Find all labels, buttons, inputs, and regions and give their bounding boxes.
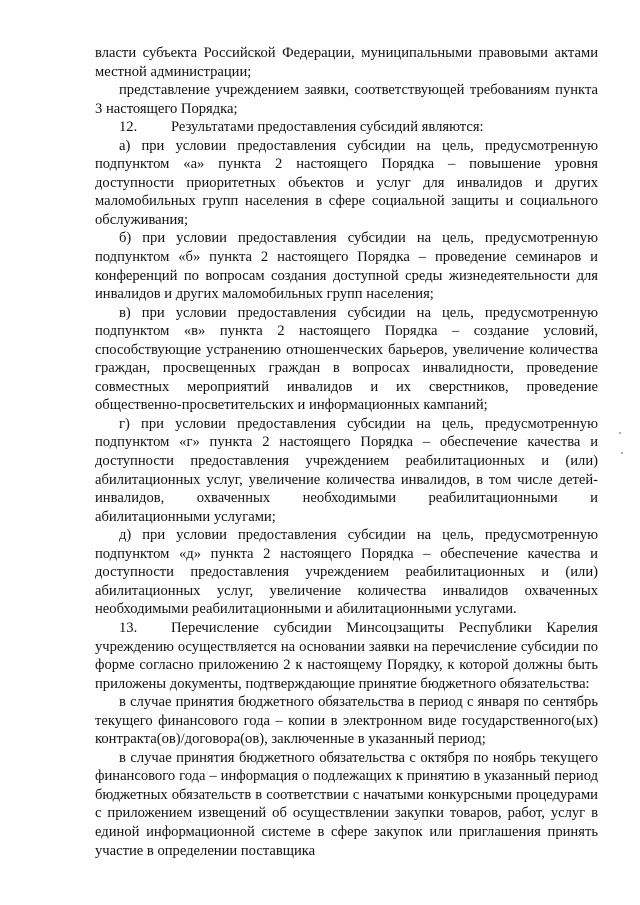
paragraph-continuation: власти субъекта Российской Федерации, муниципальными правовыми актами местной администрации; — [95, 45, 598, 80]
clause-12 — [95, 118, 598, 137]
scan-speck — [619, 432, 621, 434]
clause-13 — [95, 619, 598, 693]
document-page — [95, 44, 598, 860]
subclause-a: а) при условии предоставления субсидии на цель, предусмотренную подпунктом «а» пункта 2 настоящего Порядка – повышение уровня доступности приоритетных объектов и услуг для инвалидов и других маломобильных групп населения в сфере социальной защиты и социального обслуживания; — [95, 137, 598, 228]
clause-text: Результатами предоставления субсидий являются: — [171, 119, 484, 136]
subclause-d: д) при условии предоставления субсидии на цель, предусмотренную подпунктом «д» пункта 2 настоящего Порядка – обеспечение качества и доступности предоставления учреждением реабилитационных и (или) абилитационных услуг, увеличение количества инвалидов охваченных необходимыми реабилитационными и абилитационными услугами. — [95, 527, 598, 618]
paragraph-application-requirement: представление учреждением заявки, соответствующей требованиям пункта 3 настоящего Порядка; — [95, 82, 598, 117]
clause-number: 12. — [119, 119, 138, 136]
subclause-v: в) при условии предоставления субсидии на цель, предусмотренную подпунктом «в» пункта 2 настоящего Порядка – создание условий, способствующие устранению отношенческих барьеров, увеличение количества граждан, просвещенных граждан в вопросах инвалидности, проведение совместных мероприятий инвалидов и их сверстников, проведение общественно-просветительских и информационных кампаний; — [95, 304, 598, 414]
paragraph-oct-nov: в случае принятия бюджетного обязательства с октября по ноябрь текущего финансового года – информация о подлежащих к принятию в указанный период бюджетных обязательств в соответствии с начатыми конкурсными процедурами с приложением извещений об осуществлении закупки товаров, работ, услуг в единой информационной системе в сфере закупок или приглашения принять участие в определении поставщика — [95, 749, 598, 859]
scan-speck — [621, 452, 623, 454]
subclause-b: б) при условии предоставления субсидии на цель, предусмотренную подпунктом «б» пункта 2 настоящего Порядка – проведение семинаров и конференций по вопросам создания доступной среды жизнедеятельности для инвалидов и других маломобильных групп населения; — [95, 230, 598, 303]
paragraph-jan-sep: в случае принятия бюджетного обязательства в период с января по сентябрь текущего финансового года – копии в электронном виде государственного(ых) контракта(ов)/договора(ов), заключенные в указанный период; — [95, 694, 598, 748]
clause-number: 13. — [119, 619, 138, 636]
subclause-g: г) при условии предоставления субсидии на цель, предусмотренную подпунктом «г» пункта 2 настоящего Порядка – обеспечение качества и доступности предоставления учреждением реабилитационных и (или) абилитационных услуг, увеличение количества инвалидов, в том числе детей-инвалидов, охваченных необходимыми реабилитационными и абилитационными услугами; — [95, 415, 598, 525]
clause-text: Перечисление субсидии Минсоцзащиты Республики Карелия учреждению осуществляется на основании заявки на перечисление субсидии по форме согласно приложению 2 к настоящему Порядку, к которой должны быть приложены документы, подтверждающие принятие бюджетного обязательства: — [95, 619, 598, 692]
